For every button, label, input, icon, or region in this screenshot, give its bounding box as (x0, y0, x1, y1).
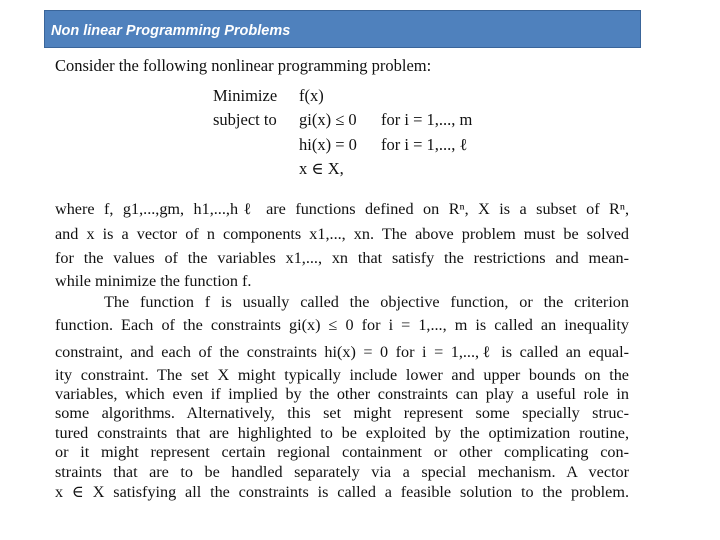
title-banner (44, 10, 641, 48)
slide-title: Non linear Programming Problems (51, 23, 291, 39)
subject-to-label: subject to (213, 110, 277, 129)
text-line: or it might represent certain regional containment or other complicating con- (55, 443, 629, 461)
text-line: The function f is usually called the objective function, or the criterion (104, 293, 629, 311)
equality-constraint: hi(x) = 0 (299, 135, 357, 154)
text-line: some algorithms. Alternatively, this set might represent some specially struc- (55, 404, 629, 422)
text-line: for the values of the variables x1,..., xn that satisfy the restrictions and mean- (55, 249, 629, 267)
text-line: x ∈ X satisfying all the constraints is called a feasible solution to the problem. (55, 483, 629, 501)
set-membership: x ∈ X, (299, 159, 344, 178)
text-line: ity constraint. The set X might typically include lower and upper bounds on the (55, 366, 629, 384)
intro-sentence: Consider the following nonlinear programming problem: (55, 56, 432, 75)
objective-function: f(x) (299, 86, 324, 105)
inequality-range: for i = 1,..., m (381, 110, 473, 129)
text-line: and x is a vector of n components x1,..., xn. The above problem must be solved (55, 225, 629, 243)
text-line: function. Each of the constraints gi(x) ≤ 0 for i = 1,..., m is called an inequality (55, 316, 629, 334)
minimize-label: Minimize (213, 86, 278, 105)
text-line: constraint, and each of the constraints hi(x) = 0 for i = 1,...,ℓ is called an equal- (55, 343, 629, 361)
text-line: tured constraints that are highlighted to be exploited by the optimization routine, (55, 424, 629, 442)
text-line: variables, which even if implied by the other constraints can play a useful role in (55, 385, 629, 403)
text-line: straints that are to be handled separately via a special mechanism. A vector (55, 463, 629, 481)
text-line: while minimize the function f. (55, 272, 252, 290)
inequality-constraint: gi(x) ≤ 0 (299, 110, 357, 129)
equality-range: for i = 1,..., ℓ (381, 135, 468, 154)
text-line: where f, g1,...,gm, h1,...,hℓ are functions defined on Rⁿ, X is a subset of Rⁿ, (55, 200, 629, 218)
